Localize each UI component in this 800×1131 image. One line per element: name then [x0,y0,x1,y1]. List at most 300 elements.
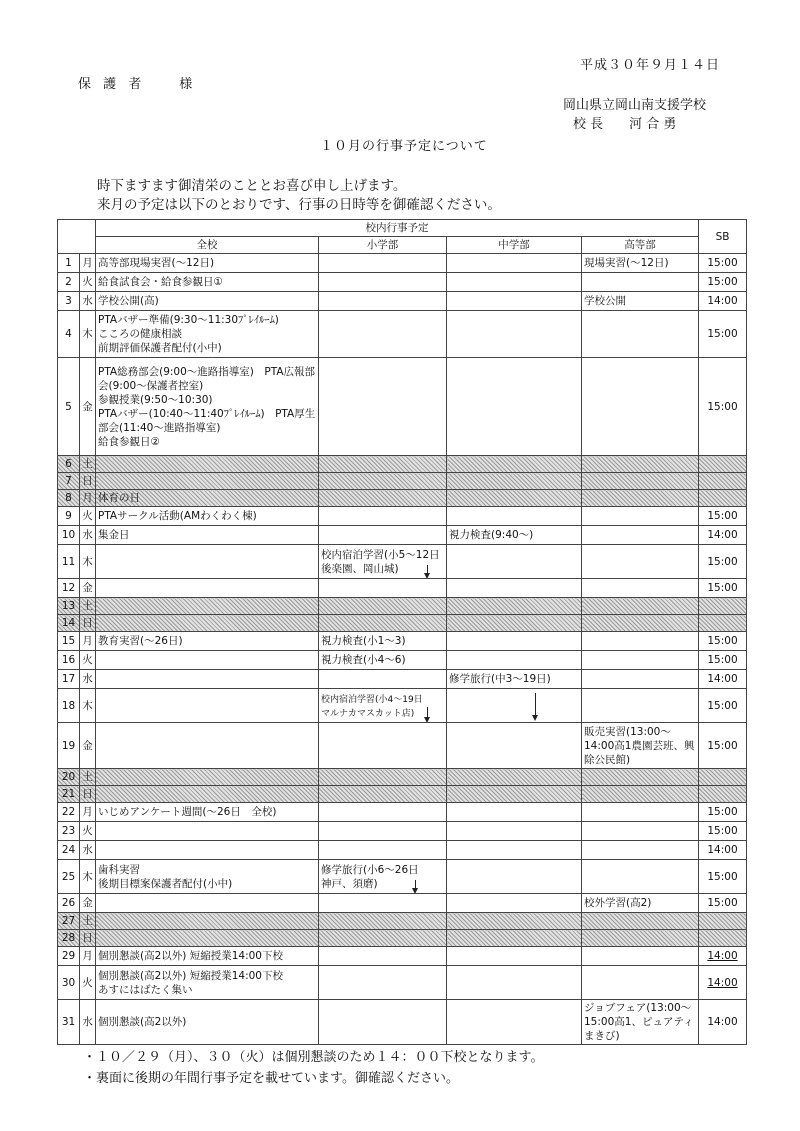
sb-time-cell-text: 15:00 [707,654,738,666]
elementary-cell [319,311,447,358]
footer-note-1: ・１０／２９（月）、３０（火）は個別懇談のため１４：００下校となります。 [83,1050,544,1065]
day-cell-text: 25 [61,870,76,883]
junior-high-cell [447,803,582,822]
junior-high-cell [447,615,582,632]
duration-arrow-icon [415,880,416,892]
weekday-cell [80,615,96,632]
day-cell [58,598,80,615]
col-header-all: 全校 [96,237,319,254]
all-school-cell [96,490,319,507]
table-row [58,615,747,632]
sb-time-cell [699,860,747,894]
elementary-cell [319,598,447,615]
all-school-cell [96,456,319,473]
high-school-cell [582,651,699,670]
weekday-cell-text: 水 [82,1016,93,1028]
elementary-cell [319,966,447,1000]
all-school-cell [96,786,319,803]
junior-high-cell [447,913,582,930]
sb-time-cell-text: 14:00 [707,529,738,541]
all-school-cell-text: PTAサークル活動(AMわくわく棟) [98,510,257,522]
table-row [58,273,747,292]
elementary-cell [319,670,447,689]
day-cell [58,913,80,930]
day-cell-text: 20 [61,771,76,783]
elementary-cell [319,490,447,507]
day-cell-text: 27 [61,915,76,927]
table-row [58,456,747,473]
junior-high-cell [447,841,582,860]
day-cell [58,966,80,1000]
greeting-line-1: 時下ますます御清栄のこととお喜び申し上げます。 [97,178,407,194]
duration-arrow-icon [427,565,428,577]
day-cell [58,930,80,947]
day-cell-text: 17 [61,673,76,685]
elementary-cell [319,473,447,490]
table-row [58,490,747,507]
elementary-cell [319,930,447,947]
elementary-cell [319,632,447,651]
elementary-cell [319,723,447,769]
all-school-cell-text: 歯科実習 後期目標案保護者配付(小中) [98,863,233,890]
all-school-cell [96,860,319,894]
day-cell-text: 16 [61,654,76,666]
day-cell-text: 13 [61,600,76,612]
weekday-cell [80,507,96,526]
col-header-elementary: 小学部 [319,237,447,254]
elementary-cell [319,358,447,456]
day-cell-text: 21 [61,788,76,800]
day-cell [58,822,80,841]
weekday-cell [80,913,96,930]
high-school-cell [582,254,699,273]
weekday-cell [80,947,96,966]
corner-cell [58,220,96,254]
day-cell [58,1000,80,1045]
weekday-cell-text: 土 [82,600,93,612]
weekday-cell-text: 月 [82,492,93,504]
junior-high-cell [447,670,582,689]
school-name: 岡山県立岡山南支援学校 [563,98,707,113]
junior-high-cell [447,786,582,803]
weekday-cell [80,966,96,1000]
col-header-sb: SB [699,220,747,254]
high-school-cell [582,632,699,651]
junior-high-cell [447,456,582,473]
junior-high-cell [447,860,582,894]
high-school-cell [582,947,699,966]
junior-high-cell [447,358,582,456]
day-cell [58,358,80,456]
day-cell-text: 8 [65,492,72,504]
high-school-cell [582,526,699,545]
weekday-cell-text: 火 [82,825,93,837]
elementary-cell-text: 校内宿泊学習(小5～12日 後楽園、岡山城) [321,548,451,575]
all-school-cell [96,822,319,841]
sb-time-cell [699,651,747,670]
sb-time-cell [699,490,747,507]
sb-time-cell [699,632,747,651]
all-school-cell [96,273,319,292]
sb-time-cell [699,1000,747,1045]
sb-time-cell-text: 15:00 [707,257,738,269]
sb-time-cell [699,254,747,273]
weekday-cell-text: 木 [82,328,93,340]
all-school-cell [96,723,319,769]
junior-high-cell [447,292,582,311]
elementary-cell [319,689,447,723]
all-school-cell [96,507,319,526]
weekday-cell [80,490,96,507]
all-school-cell [96,841,319,860]
sb-time-cell [699,292,747,311]
high-school-cell [582,598,699,615]
group-header: 校内行事予定 [96,220,699,237]
all-school-cell [96,311,319,358]
weekday-cell-text: 月 [82,257,93,269]
all-school-cell [96,966,319,1000]
junior-high-cell [447,822,582,841]
table-row [58,769,747,786]
table-row [58,670,747,689]
junior-high-cell [447,490,582,507]
table-row [58,598,747,615]
junior-high-cell [447,930,582,947]
sb-time-cell [699,545,747,579]
day-cell-text: 4 [65,328,72,340]
table-row [58,507,747,526]
sb-time-cell [699,358,747,456]
all-school-cell [96,651,319,670]
elementary-cell [319,841,447,860]
high-school-cell-text: ジョブフェア(13:00～15:00高1、ピュアティまきび) [584,1002,694,1042]
table-row [58,841,747,860]
weekday-cell [80,841,96,860]
table-row [58,689,747,723]
day-cell [58,769,80,786]
high-school-cell [582,723,699,769]
sb-time-cell [699,598,747,615]
elementary-cell [319,651,447,670]
col-header-high-school: 高等部 [582,237,699,254]
day-cell [58,670,80,689]
day-cell-text: 31 [61,1016,76,1028]
day-cell [58,615,80,632]
greeting-line-2: 来月の予定は以下のとおりです、行事の日時等を御確認ください。 [97,197,501,213]
sb-time-cell-text: 15:00 [707,276,738,288]
sb-time-cell [699,273,747,292]
junior-high-cell [447,894,582,913]
all-school-cell-text: いじめアンケート週間(～26日 全校) [98,806,277,818]
all-school-cell-text: 集金日 [98,529,130,541]
duration-arrow-icon [427,707,428,721]
weekday-cell-text: 水 [82,295,93,307]
all-school-cell [96,670,319,689]
sb-time-cell [699,507,747,526]
day-cell-text: 10 [61,529,76,541]
high-school-cell [582,689,699,723]
high-school-cell [582,803,699,822]
table-row [58,822,747,841]
weekday-cell-text: 月 [82,635,93,647]
day-cell [58,545,80,579]
weekday-cell-text: 日 [82,475,93,487]
all-school-cell [96,632,319,651]
sb-time-cell-text: 14:00 [707,950,738,962]
junior-high-cell [447,473,582,490]
elementary-cell-text: 修学旅行(小6～26日 神戸、須磨) [321,863,419,890]
junior-high-cell [447,254,582,273]
table-row [58,894,747,913]
duration-arrow-icon [535,693,536,719]
junior-high-cell [447,526,582,545]
weekday-cell [80,651,96,670]
weekday-cell-text: 金 [82,400,93,413]
high-school-cell [582,966,699,1000]
weekday-cell [80,689,96,723]
table-row [58,723,747,769]
high-school-cell [582,930,699,947]
day-cell [58,473,80,490]
elementary-cell [319,615,447,632]
high-school-cell [582,786,699,803]
day-cell-text: 22 [61,806,76,818]
all-school-cell [96,579,319,598]
elementary-cell-text: 校内宿泊学習(小4～19日 マルナカマスカット店) [321,694,423,719]
day-cell [58,651,80,670]
weekday-cell [80,786,96,803]
sb-time-cell [699,723,747,769]
day-cell-text: 30 [61,976,76,989]
day-cell [58,632,80,651]
sb-time-cell [699,473,747,490]
sb-time-cell-text: 15:00 [707,328,738,340]
weekday-cell [80,822,96,841]
weekday-cell-text: 土 [82,915,93,927]
table-row [58,311,747,358]
sb-time-cell-text: 15:00 [707,806,738,818]
sb-time-cell-text: 14:00 [707,673,738,685]
high-school-cell [582,860,699,894]
day-cell [58,507,80,526]
all-school-cell-text: PTA総務部会(9:00～進路指導室) PTA広報部会(9:00～保護者控室) 参観授業(9:50～10:30) PTAバザー(10:40～11:40ﾌﾟﾚｲﾙｰﾑ) PTA厚生部会(11:40～進路指導室) 給食参観日② [98,365,316,448]
junior-high-cell [447,579,582,598]
weekday-cell [80,723,96,769]
elementary-cell [319,894,447,913]
weekday-cell-text: 月 [82,950,93,962]
weekday-cell-text: 土 [82,458,93,470]
high-school-cell [582,913,699,930]
sb-time-cell [699,311,747,358]
day-cell-text: 15 [61,635,76,647]
day-cell [58,803,80,822]
all-school-cell [96,947,319,966]
table-row [58,913,747,930]
table-row [58,526,747,545]
day-cell-text: 11 [61,555,76,568]
weekday-cell-text: 月 [82,806,93,818]
sb-time-cell [699,947,747,966]
sb-time-cell [699,689,747,723]
weekday-cell-text: 日 [82,617,93,629]
all-school-cell-text: PTAバザー準備(9:30～11:30ﾌﾟﾚｲﾙｰﾑ) こころの健康相談 前期評価保護者配付(小中) [98,314,279,354]
day-cell [58,490,80,507]
high-school-cell [582,769,699,786]
high-school-cell [582,311,699,358]
weekday-cell [80,894,96,913]
weekday-cell-text: 火 [82,510,93,522]
day-cell [58,841,80,860]
high-school-cell [582,670,699,689]
junior-high-cell [447,651,582,670]
all-school-cell [96,913,319,930]
weekday-cell-text: 金 [82,897,93,909]
all-school-cell-text: 個別懇談(高2以外) [98,1016,187,1028]
high-school-cell [582,894,699,913]
day-cell [58,689,80,723]
sb-time-cell-text: 14:00 [707,844,738,856]
sb-time-cell-text: 15:00 [707,870,738,883]
day-cell [58,456,80,473]
footer-note-2: ・裏面に後期の年間行事予定を載せています。御確認ください。 [83,1071,459,1086]
high-school-cell [582,1000,699,1045]
junior-high-cell [447,689,582,723]
day-cell [58,723,80,769]
table-row [58,1000,747,1045]
junior-high-cell [447,723,582,769]
elementary-cell [319,822,447,841]
all-school-cell-text: 高等部現場実習(～12日) [98,257,215,269]
document-date: 平成３０年９月１４日 [580,58,721,73]
table-row [58,803,747,822]
sb-time-cell [699,615,747,632]
day-cell-text: 2 [65,276,72,288]
all-school-cell [96,358,319,456]
weekday-cell [80,473,96,490]
junior-high-cell [447,966,582,1000]
all-school-cell [96,598,319,615]
all-school-cell-text: 個別懇談(高2以外) 短縮授業14:00下校 あすにはばたく集い [98,969,283,996]
weekday-cell-text: 金 [82,739,93,752]
table-row [58,651,747,670]
sb-time-cell-text: 14:00 [707,1016,738,1028]
day-cell-text: 1 [65,257,72,269]
high-school-cell [582,292,699,311]
table-row [58,930,747,947]
junior-high-cell [447,311,582,358]
weekday-cell [80,526,96,545]
weekday-cell [80,358,96,456]
elementary-cell [319,786,447,803]
day-cell [58,292,80,311]
day-cell-text: 18 [61,699,76,712]
sb-time-cell-text: 15:00 [707,635,738,647]
day-cell [58,579,80,598]
high-school-cell [582,579,699,598]
high-school-cell [582,456,699,473]
sb-time-cell [699,526,747,545]
document-title: １０月の行事予定について [320,139,488,154]
junior-high-cell [447,545,582,579]
high-school-cell-text: 現場実習(～12日) [584,257,669,269]
elementary-cell [319,860,447,894]
high-school-cell [582,545,699,579]
all-school-cell [96,254,319,273]
elementary-cell [319,526,447,545]
table-row [58,473,747,490]
weekday-cell [80,579,96,598]
table-row [58,579,747,598]
high-school-cell-text: 販売実習(13:00～14:00高1農園芸班、興除公民館) [584,725,695,766]
day-cell-text: 14 [61,617,76,629]
all-school-cell [96,292,319,311]
table-row [58,292,747,311]
day-cell [58,526,80,545]
sb-time-cell [699,786,747,803]
sb-time-cell-text: 14:00 [707,976,738,989]
high-school-cell [582,615,699,632]
weekday-cell [80,292,96,311]
elementary-cell-text: 視力検査(小4～6) [321,654,406,666]
elementary-cell [319,273,447,292]
day-cell-text: 5 [65,400,72,413]
sb-time-cell-text: 15:00 [707,400,738,413]
day-cell [58,273,80,292]
sb-time-cell-text: 15:00 [707,699,738,712]
weekday-cell [80,254,96,273]
junior-high-cell [447,598,582,615]
weekday-cell-text: 木 [82,699,93,712]
high-school-cell [582,358,699,456]
all-school-cell [96,930,319,947]
high-school-cell [582,473,699,490]
day-cell-text: 9 [65,510,72,522]
weekday-cell [80,860,96,894]
day-cell [58,311,80,358]
weekday-cell [80,670,96,689]
day-cell-text: 6 [65,458,72,470]
sb-time-cell [699,894,747,913]
elementary-cell-text: 視力検査(小1～3) [321,635,406,647]
day-cell-text: 29 [61,950,76,962]
all-school-cell [96,803,319,822]
sb-time-cell [699,456,747,473]
weekday-cell-text: 日 [82,932,93,944]
junior-high-cell [447,947,582,966]
sb-time-cell [699,841,747,860]
weekday-cell-text: 土 [82,771,93,783]
all-school-cell [96,615,319,632]
sb-time-cell [699,803,747,822]
weekday-cell [80,803,96,822]
elementary-cell [319,769,447,786]
day-cell-text: 23 [61,825,76,837]
elementary-cell [319,1000,447,1045]
weekday-cell [80,273,96,292]
all-school-cell-text: 学校公開(高) [98,295,159,307]
sb-time-cell-text: 15:00 [707,555,738,568]
weekday-cell-text: 火 [82,976,93,989]
table-row [58,947,747,966]
junior-high-cell-text: 視力検査(9:40～) [449,529,534,541]
junior-high-cell [447,632,582,651]
schedule-table [57,219,747,1045]
weekday-cell-text: 水 [82,529,93,541]
elementary-cell [319,803,447,822]
sb-time-cell-text: 15:00 [707,510,738,522]
weekday-cell [80,769,96,786]
day-cell [58,947,80,966]
